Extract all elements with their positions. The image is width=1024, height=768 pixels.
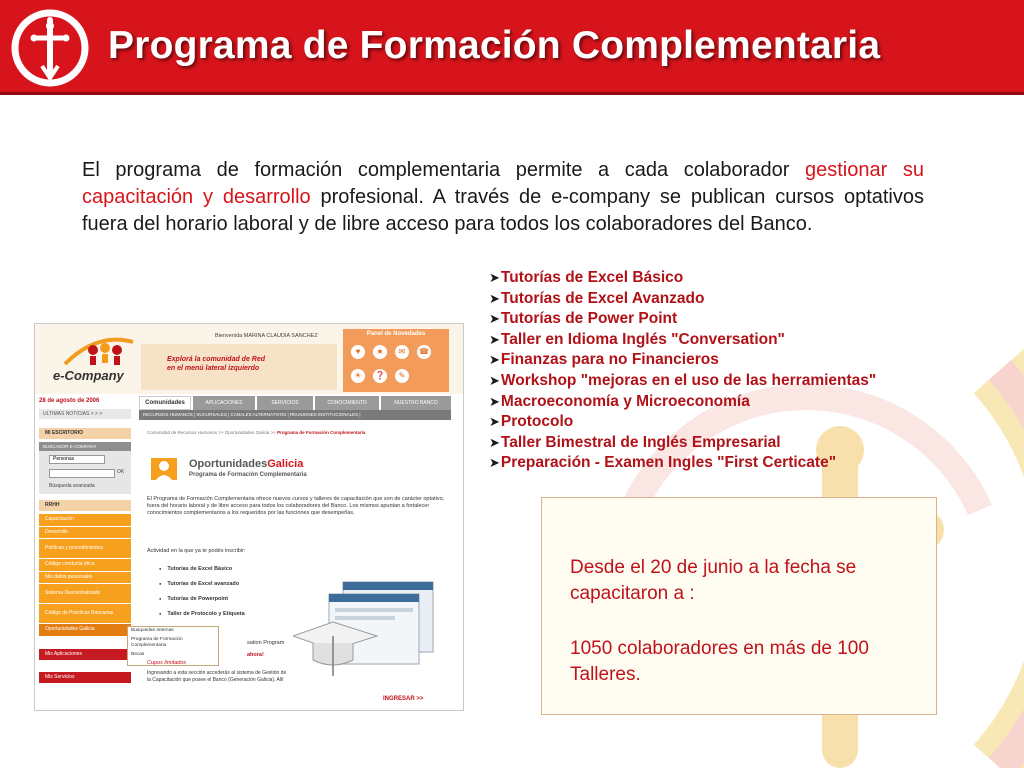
search-ok-button[interactable]: OK	[117, 469, 125, 475]
sidebar-item-sistema[interactable]: Sistema Descentralizado	[39, 584, 131, 604]
course-item: ➤Tutorías de Power Point	[489, 310, 678, 328]
tab-comunidades[interactable]: Comunidades	[139, 396, 191, 410]
arrow-bullet-icon: ➤	[489, 455, 500, 471]
tab-nuestro-banco[interactable]: NUESTRO BANCO	[381, 396, 451, 410]
search-type-select[interactable]: Personas	[49, 455, 105, 464]
stats-date-text: Desde el 20 de junio a la fecha se capacitaron a :	[570, 557, 857, 604]
rrhh-header: RRHH	[39, 500, 131, 511]
course-item: ➤Tutorías de Excel Avanzado	[489, 289, 705, 307]
news-panel-icon[interactable]: ❓	[373, 369, 387, 383]
tab-aplicaciones[interactable]: APLICACIONES	[193, 396, 255, 410]
news-panel-icon[interactable]: ☀	[351, 369, 365, 383]
arrow-bullet-icon: ➤	[489, 270, 500, 285]
mis-aplicaciones-link[interactable]: Mis Aplicaciones	[39, 649, 131, 660]
mi-escritorio-link[interactable]: MI ESCRITORIO	[39, 428, 131, 439]
sidebar-item-politicas[interactable]: Políticas y procedimientos	[39, 539, 131, 559]
course-item: ➤Macroeconomía y Microeconomía	[489, 392, 750, 410]
arrow-bullet-icon: ➤	[489, 352, 500, 368]
welcome-text: Bienvenida MARINA CLAUDIA SANCHEZ	[215, 333, 318, 339]
sub-nav[interactable]: RECURSOS HUMANOS | SUCURSALES | CANALES ALTERNATIVOS | REUNIONES INSTITUCIONALES |	[139, 410, 451, 420]
news-panel-icon[interactable]: ♥	[351, 345, 365, 359]
slide-title: Programa de Formación Complementaria	[108, 24, 881, 67]
sidebar-item-codigo-etica[interactable]: Código conducta ética	[39, 559, 131, 572]
activity-item[interactable]: ● Tutorías de Excel avanzado	[159, 581, 245, 587]
courses-list	[489, 268, 876, 474]
main-nav	[139, 394, 451, 422]
arrow-bullet-icon: ➤	[489, 414, 500, 430]
arrow-bullet-icon: ➤	[489, 290, 500, 306]
cross-logo-icon	[8, 8, 92, 88]
activity-item[interactable]: ● Taller de Protocolo y Etiqueta	[159, 611, 245, 617]
course-item: ➤Protocolo	[489, 413, 574, 431]
course-item: ➤Finanzas para no Financieros	[489, 351, 719, 369]
course-item: ➤Taller en Idioma Inglés "Conversation"	[489, 330, 785, 348]
stats-box	[541, 497, 937, 715]
arrow-bullet-icon: ➤	[489, 393, 500, 409]
course-item: ➤Taller Bimestral de Inglés Empresarial	[489, 433, 781, 451]
intro-text-start: El programa de formación complementaria permite a cada colaborador	[82, 159, 805, 181]
arrow-bullet-icon: ➤	[489, 372, 500, 388]
intro-highlight: gestionar su capacitación y desarrollo	[82, 159, 924, 208]
activity-heading: Actividad en la que ya te podés inscribir:	[147, 548, 246, 554]
ecompany-brand: e-Company	[53, 368, 124, 383]
flyout-item[interactable]: Programa de Formación Complementaria	[131, 636, 183, 648]
access-description: Ingresando a esta sección accederás al sistema de Gestión de la Capacitación que posee el Banco (Generación Galicia). Allí	[147, 670, 287, 683]
sidebar-item-desarrollo[interactable]: Desarrollo	[39, 527, 131, 540]
course-item: ➤Tutorías de Excel Básico	[489, 269, 684, 286]
news-panel-icon[interactable]: ✎	[395, 369, 409, 383]
activity-item[interactable]: ● Tutorías de Excel Básico	[159, 566, 245, 572]
tab-servicios[interactable]: SERVICIOS	[257, 396, 313, 410]
search-input[interactable]	[49, 469, 115, 478]
program-subtitle: Programa de Formación Complementaria	[189, 472, 307, 478]
graduate-icon	[149, 454, 183, 484]
news-panel	[343, 329, 449, 392]
latest-news-link[interactable]: ULTIMAS NOTICIAS > > >	[39, 409, 131, 419]
sidebar-item-practicas[interactable]: Código de Prácticas Bancarias	[39, 604, 131, 624]
course-item: ➤Preparación - Examen Ingles "First Certicate"	[489, 454, 837, 472]
activity-list	[159, 566, 245, 626]
news-panel-icon[interactable]: ✉	[395, 345, 409, 359]
search-title: BUSCADOR E-COMPANY	[39, 442, 131, 451]
news-panel-title: Panel de Novedades	[366, 331, 426, 337]
banner-text: Explorá la comunidad de Red en el menú lateral izquierdo	[167, 356, 266, 372]
flyout-item[interactable]: Becas	[131, 651, 145, 657]
program-text-fragment: sation Program	[247, 640, 285, 646]
graduation-cap-icon	[293, 578, 443, 698]
arrow-bullet-icon: ➤	[489, 434, 500, 450]
flyout-item[interactable]: Busquedas Internas	[131, 628, 174, 633]
sidebar-item-capacitacion[interactable]: Capacitación	[39, 514, 131, 527]
ecompany-header	[35, 324, 463, 394]
program-description: El Programa de Formación Complementaria ofrece nuevos cursos y talleres de capacitación que son de carácter optativo, fuera del horario laboral y de libre acceso para todos los colaboradores del Banco. Los mismos apuntan a fortalecer conocimientos complementarios a los requeridos por las funciones que desempeñas.	[147, 496, 445, 516]
arrow-bullet-icon: ➤	[489, 331, 500, 347]
ecompany-screenshot	[34, 323, 464, 711]
header-divider	[0, 92, 1024, 95]
course-item: ➤Workshop "mejoras en el uso de las herramientas"	[489, 371, 877, 389]
sidebar-item-datos-personales[interactable]: Mis datos personales	[39, 572, 131, 585]
limited-spots-text: Cupos limitados	[147, 660, 187, 666]
main-content	[143, 428, 453, 710]
program-text-fragment: ahora!	[247, 652, 264, 658]
current-date: 28 de agosto de 2006	[39, 398, 100, 404]
ingresar-button[interactable]: INGRESAR >>	[383, 696, 424, 702]
slide-header	[0, 0, 1024, 92]
oportunidades-title: OportunidadesGalicia	[189, 458, 304, 470]
breadcrumb: Comunidad de Recursos Humanos >> Oportunidades Galicia >> Programa de Formación Complementaria	[147, 430, 366, 435]
sidebar-item-oportunidades[interactable]: Oportunidades Galicia	[39, 624, 131, 637]
ecompany-search	[39, 442, 131, 494]
news-panel-icon[interactable]: ☎	[417, 345, 431, 359]
news-panel-icon[interactable]: ★	[373, 345, 387, 359]
activity-item[interactable]: ● Tutorías de Powerpoint	[159, 596, 245, 602]
intro-text-end: profesional. A través de e-company se publican cursos optativos fuera del horario laboral y de libre acceso para todos los colaboradores del Banco.	[82, 186, 924, 235]
mis-servicios-link[interactable]: Mis Servicios	[39, 672, 131, 683]
tab-conocimiento[interactable]: CONOCIMIENTO	[315, 396, 379, 410]
arrow-bullet-icon: ➤	[489, 311, 500, 327]
intro-paragraph	[82, 157, 924, 238]
stats-count-text: 1050 colaboradores en más de 100 Talleres.	[570, 638, 869, 685]
left-sidebar	[39, 428, 131, 683]
advanced-search-link[interactable]: Búsqueda avanzada	[49, 483, 95, 489]
community-banner[interactable]	[141, 344, 337, 390]
